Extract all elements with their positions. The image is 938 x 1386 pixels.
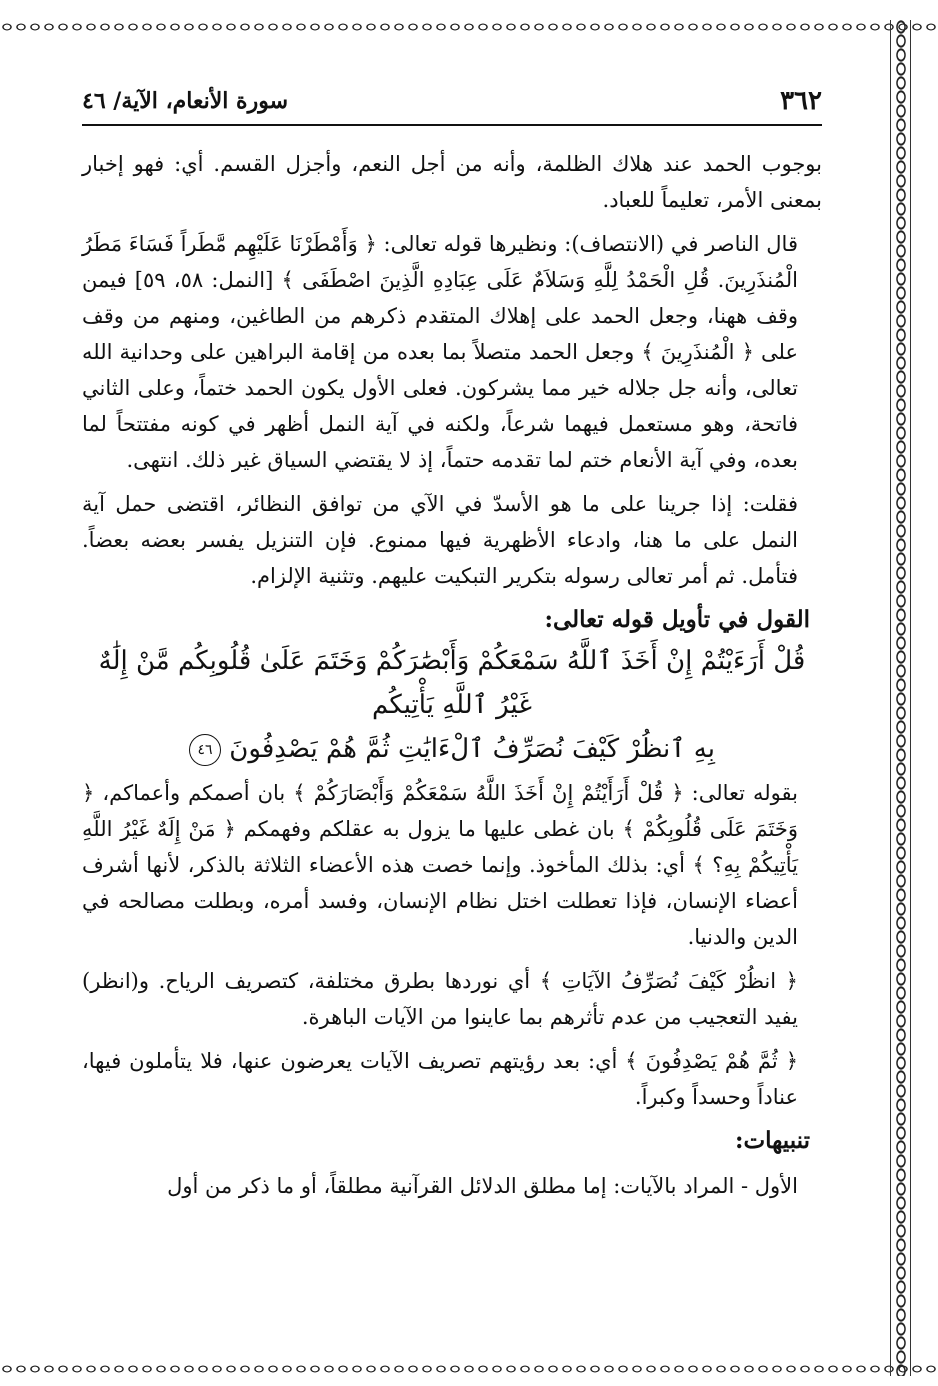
section-title: القول في تأويل قوله تعالى:	[544, 606, 810, 633]
page-number: ٣٦٢	[780, 86, 822, 116]
running-header	[82, 80, 822, 126]
bottom-border	[0, 1362, 938, 1376]
paragraph-4: بقوله تعالى: ﴿ قُلْ أَرَأَيْتُمْ إِنْ أَخَذَ اللَّهُ سَمْعَكُمْ وَأَبْصَارَكُمْ ﴾ بان أصمكم وأعماكم، ﴿ وَخَتَمَ عَلَى قُلُوبِكُمْ ﴾ بان غطى عليها ما يزول به عقلكم وفهمكم ﴿ مَنْ إِلَهٌ غَيْرُ اللَّهِ يَأْتِيكُمْ بِهِ؟ ﴾ أي: بذلك المأخوذ. وإنما خصت هذه الأعضاء الثلاثة بالذكر، لأنها أشرف أعضاء الإنسان، فإذا تعطلت اختل نظام الإنسان، وفسد أمره، وبطلت مصالحه في الدين والدنيا.	[82, 781, 798, 949]
verse-number-medallion: ٤٦	[189, 734, 221, 766]
verse-line-2-text: بِهِ ٱنظُرْ كَيْفَ نُصَرِّفُ ٱلْءَايَٰتِ ثُمَّ هُمْ يَصْدِفُونَ	[229, 734, 715, 764]
paragraph-3: فقلت: إذا جرينا على ما هو الأسدّ في الآي من توافق النظائر، اقتضى حمل آية النمل على ما هنا، وادعاء الأظهرية فيها ممنوع. فإن التنزيل يفسر بعضه بعضاً. فتأمل. ثم أمر تعالى رسوله بتكرير التبكيت عليهم. وتثنية الإلزام.	[82, 492, 798, 588]
paragraph-5: ﴿ انظُرْ كَيْفَ نُصَرِّفُ الآيَاتِ ﴾ أي نوردها بطرق مختلفة، كتصريف الرياح. و(انظر) يفيد التعجيب من عدم تأثرهم بما عاينوا من الآيات الباهرة.	[82, 969, 798, 1029]
header-title: سورة الأنعام، الآية/ ٤٦	[82, 88, 288, 114]
top-border	[0, 20, 938, 34]
paragraph-6: ﴿ ثُمَّ هُمْ يَصْدِفُونَ ﴾ أي: بعد رؤيتهم تصريف الآيات يعرضون عنها، فلا يتأملون فيها، عناداً وحسداً وكبراً.	[82, 1049, 798, 1109]
border-rule-inner	[890, 20, 891, 1376]
notes-title: تنبيهات:	[735, 1127, 810, 1154]
right-border	[894, 20, 908, 1376]
paragraph-2: قال الناصر في (الانتصاف): ونظيرها قوله تعالى: ﴿ وَأَمْطَرْنَا عَلَيْهِم مَّطَراً فَسَاءَ مَطَرُ الْمُنذَرِينَ. قُلِ الْحَمْدُ لِلَّهِ وَسَلاَمٌ عَلَى عِبَادِهِ الَّذِينَ اصْطَفَى ﴾ [النمل: ٥٨، ٥٩] فيمن وقف ههنا، وجعل الحمد على إهلاك المتقدم ذكرهم من الطاغين، ومنهم من وقف على ﴿ الْمُنذَرِينَ ﴾ وجعل الحمد متصلاً بما بعده من إقامة البراهين على وحدانية الله تعالى، وأنه جل جلاله خير مما يشركون. فعلى الأول يكون الحمد ختماً، وعلى الثاني فاتحة، وهو مستعمل فيهما شرعاً، ولكنه في آية النمل أظهر في كونه مفتتحاً لما بعده، وفي آية الأنعام ختم لما تقدمه حتماً، إذ لا يقتضي السياق غير ذلك. انتهى.	[82, 232, 799, 472]
paragraph-1: بوجوب الحمد عند هلاك الظلمة، وأنه من أجل النعم، وأجزل القسم. أي: فهو إخبار بمعنى الأمر، تعليماً للعباد.	[82, 152, 822, 212]
page-body	[82, 80, 822, 1204]
paragraph-7: الأول - المراد بالآيات: إما مطلق الدلائل القرآنية مطلقاً، أو ما ذكر من أول	[167, 1174, 798, 1198]
verse-line-1: قُلْ أَرَءَيْتُمْ إِنْ أَخَذَ ٱللَّهُ سَمْعَكُمْ وَأَبْصَٰرَكُمْ وَخَتَمَ عَلَىٰ قُلُوبِكُم مَّنْ إِلَٰهٌ غَيْرُ ٱللَّهِ يَأْتِيكُم	[98, 646, 806, 720]
verse-block	[82, 639, 822, 771]
verse-line-2	[82, 727, 822, 771]
border-rule-outer	[910, 20, 911, 1376]
